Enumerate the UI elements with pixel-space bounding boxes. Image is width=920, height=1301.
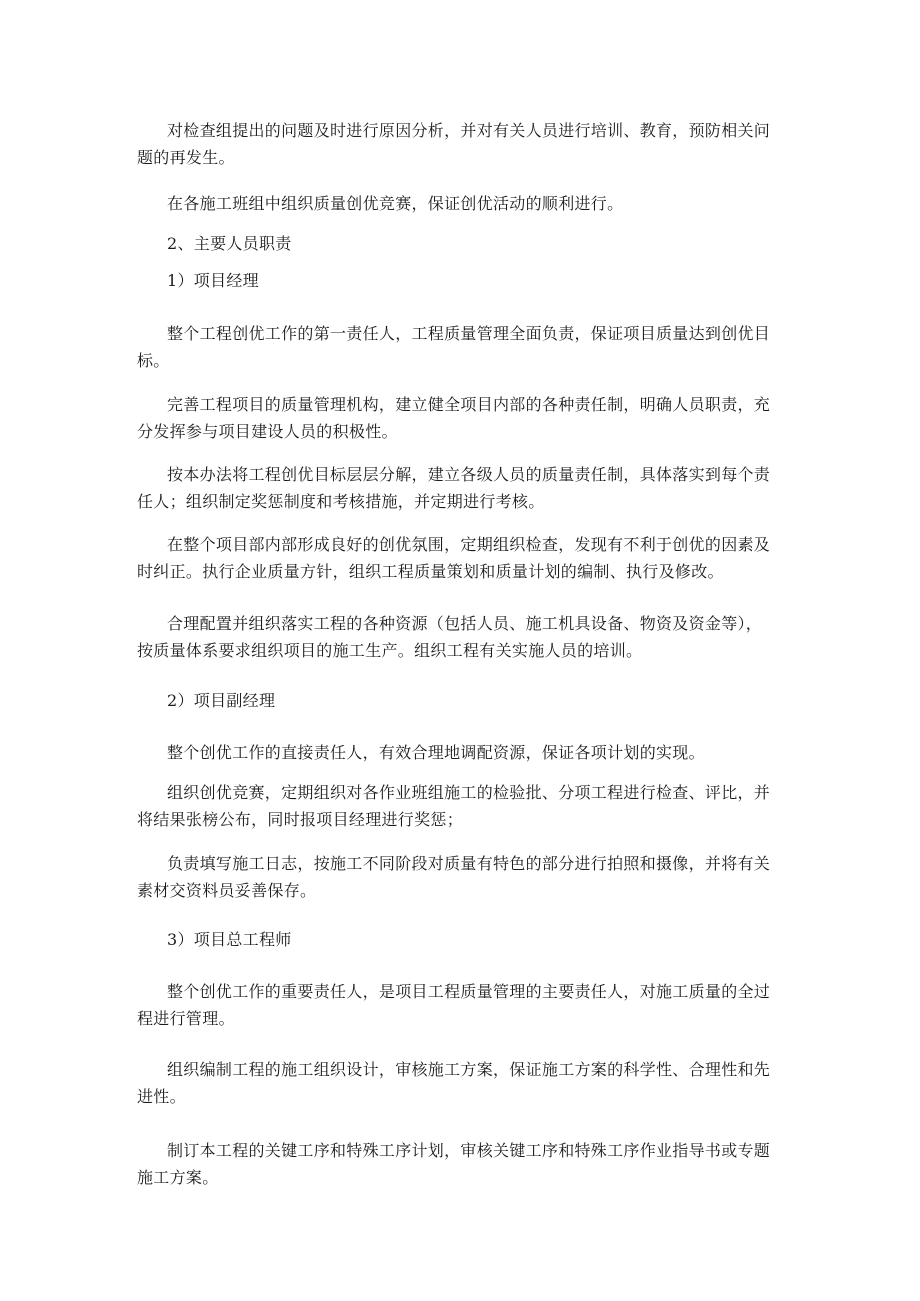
paragraph-3 [137,320,807,374]
paragraph-5-line-2: 任人；组织制定奖惩制度和考核措施，并定期进行考核。 [137,492,545,511]
subheading-chief-engineer: 3）项目总工程师 [167,930,292,949]
paragraph-13-line-2: 施工方案。 [137,1168,219,1187]
paragraph-4 [137,391,807,445]
paragraph-9-line-2: 将结果张榜公布，同时报项目经理进行奖惩； [137,810,464,829]
paragraph-11 [137,978,807,1032]
paragraph-7-line-1: 合理配置并组织落实工程的各种资源（包括人员、施工机具设备、物资及资金等）， [167,614,763,633]
paragraph-1-line-1: 对检查组提出的问题及时进行原因分析，并对有关人员进行培训、教育，预防相关问 [167,121,771,140]
paragraph-4-line-2: 分发挥参与项目建设人员的积极性。 [137,422,398,441]
paragraph-12-line-1: 组织编制工程的施工组织设计，审核施工方案，保证施工方案的科学性、合理性和先 [167,1060,771,1079]
paragraph-13 [137,1137,807,1191]
paragraph-2 [167,190,807,217]
paragraph-7-line-2: 按质量体系要求组织项目的施工生产。组织工程有关实施人员的培训。 [137,641,643,660]
paragraph-11-line-2: 程进行管理。 [137,1009,235,1028]
paragraph-1-line-2: 题的再发生。 [137,148,235,167]
paragraph-9 [137,779,807,833]
paragraph-10-line-1: 负责填写施工日志，按施工不同阶段对质量有特色的部分进行拍照和摄像，并将有关 [167,854,771,873]
subheading-project-manager: 1）项目经理 [167,271,259,290]
paragraph-11-line-1: 整个创优工作的重要责任人，是项目工程质量管理的主要责任人，对施工质量的全过 [167,982,771,1001]
paragraph-13-line-1: 制订本工程的关键工序和特殊工序计划，审核关键工序和特殊工序作业指导书或专题 [167,1141,771,1160]
paragraph-8 [167,739,807,766]
paragraph-5-line-1: 按本办法将工程创优目标层层分解，建立各级人员的质量责任制，具体落实到每个责 [167,465,771,484]
section-heading-main-duties: 2、主要人员职责 [167,234,292,253]
paragraph-2-line-1: 在各施工班组中组织质量创优竞赛，保证创优活动的顺利进行。 [167,194,624,213]
paragraph-3-line-2: 标。 [137,351,170,370]
paragraph-6-line-2: 时纠正。执行企业质量方针，组织工程质量策划和质量计划的编制、执行及修改。 [137,562,724,581]
paragraph-7 [137,610,807,664]
paragraph-3-line-1: 整个工程创优工作的第一责任人，工程质量管理全面负责，保证项目质量达到创优目 [167,324,771,343]
paragraph-12 [137,1056,807,1110]
paragraph-6 [137,531,807,585]
paragraph-4-line-1: 完善工程项目的质量管理机构，建立健全项目内部的各种责任制，明确人员职责，充 [167,395,771,414]
paragraph-9-line-1: 组织创优竞赛，定期组织对各作业班组施工的检验批、分项工程进行检查、评比，并 [167,783,771,802]
paragraph-12-line-2: 进性。 [137,1087,186,1106]
paragraph-8-line-1: 整个创优工作的直接责任人，有效合理地调配资源，保证各项计划的实现。 [167,743,705,762]
paragraph-1 [137,117,807,171]
subheading-deputy-manager: 2）项目副经理 [167,691,276,710]
paragraph-5 [137,461,807,515]
paragraph-10-line-2: 素材交资料员妥善保存。 [137,881,317,900]
paragraph-10 [137,850,807,904]
paragraph-6-line-1: 在整个项目部内部形成良好的创优氛围，定期组织检查，发现有不利于创优的因素及 [167,535,771,554]
